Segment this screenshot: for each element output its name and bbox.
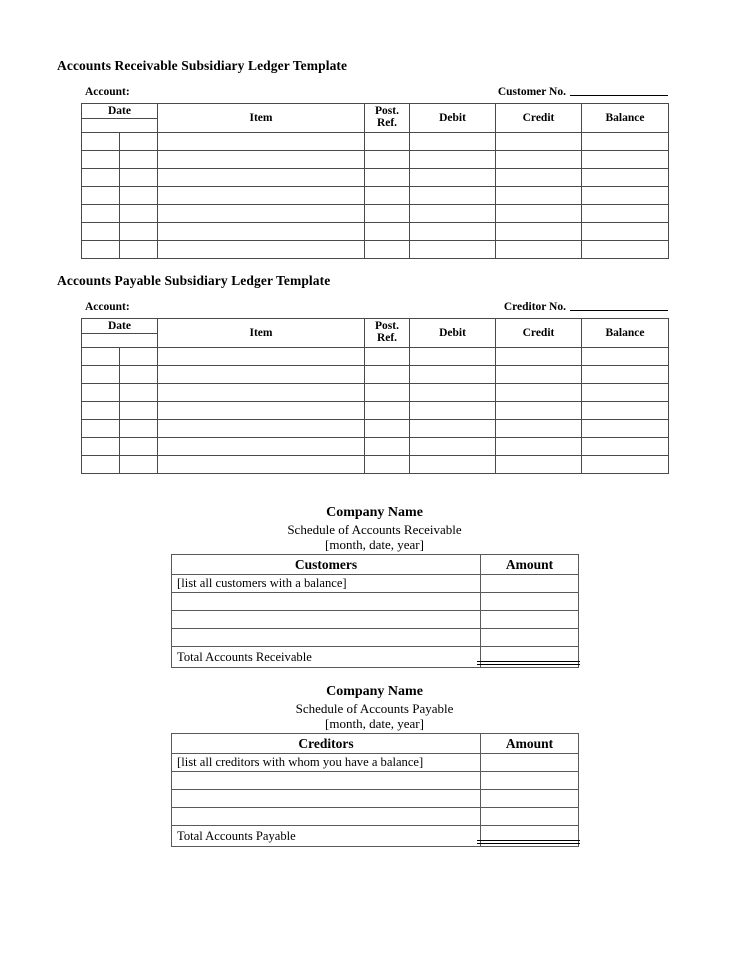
cell-debit[interactable] [410,223,496,241]
cell-credit[interactable] [496,366,582,384]
table-row[interactable] [82,402,669,420]
cell-debit[interactable] [410,187,496,205]
list-item[interactable] [172,611,579,629]
cell-post-ref[interactable] [365,241,410,259]
cell-post-ref[interactable] [365,348,410,366]
cell-debit[interactable] [410,348,496,366]
customer-placeholder-cell[interactable]: [list all customers with a balance] [172,575,481,593]
schedule-header-row [172,734,579,754]
table-row[interactable] [82,384,669,402]
list-item[interactable] [172,593,579,611]
creditor-no-label: Creditor No. [503,301,566,313]
cell-date-day[interactable] [120,456,158,474]
column-header-debit: Debit [410,319,496,348]
cell-credit[interactable] [496,205,582,223]
cell-debit[interactable] [410,420,496,438]
column-header-customers: Customers [172,555,481,575]
customer-no-label: Customer No. [497,86,566,98]
cell-credit[interactable] [496,169,582,187]
cell-amount[interactable] [481,611,579,629]
schedule-date-placeholder: [month, date, year] [325,536,424,552]
creditor-no-field [504,301,668,313]
cell-item[interactable] [158,420,365,438]
cell-amount[interactable] [481,772,579,790]
cell-date-day[interactable] [120,384,158,402]
cell-post-ref[interactable] [365,456,410,474]
cell-date-month[interactable] [82,223,120,241]
cell-amount[interactable] [481,808,579,826]
column-header-post-ref [365,319,410,348]
ledger-caption-payable [81,301,668,318]
cell-date-month[interactable] [82,402,120,420]
cell-customer[interactable] [172,629,481,647]
post-ref-line1: Post. [375,320,399,333]
table-row[interactable] [82,456,669,474]
table-row[interactable] [82,205,669,223]
cell-balance[interactable] [582,402,669,420]
cell-credit[interactable] [496,241,582,259]
cell-date-day[interactable] [120,241,158,259]
cell-item[interactable] [158,348,365,366]
cell-date-month[interactable] [82,384,120,402]
table-row[interactable] [82,420,669,438]
cell-balance[interactable] [582,133,669,151]
cell-item[interactable] [158,438,365,456]
list-item[interactable] [172,808,579,826]
cell-creditor[interactable] [172,772,481,790]
table-row[interactable] [82,169,669,187]
cell-credit[interactable] [496,151,582,169]
list-item[interactable] [172,575,579,593]
total-label-receivable: Total Accounts Receivable [172,647,481,668]
table-row[interactable] [82,366,669,384]
cell-post-ref[interactable] [365,187,410,205]
cell-post-ref[interactable] [365,223,410,241]
ledger-grid-payable [81,318,669,474]
cell-item[interactable] [158,456,365,474]
cell-balance[interactable] [582,169,669,187]
list-item[interactable] [172,754,579,772]
schedule-body-payable [172,754,579,847]
column-header-balance: Balance [582,319,669,348]
cell-debit[interactable] [410,205,496,223]
column-header-amount: Amount [481,734,579,754]
cell-post-ref[interactable] [365,366,410,384]
cell-balance[interactable] [582,384,669,402]
cell-amount[interactable] [481,629,579,647]
cell-item[interactable] [158,151,365,169]
cell-date-day[interactable] [120,205,158,223]
schedule-grid-receivable [171,554,579,668]
cell-post-ref[interactable] [365,169,410,187]
cell-post-ref[interactable] [365,438,410,456]
cell-balance[interactable] [582,241,669,259]
company-name: Company Name [326,505,423,520]
cell-balance[interactable] [582,151,669,169]
cell-amount[interactable] [481,754,579,772]
cell-debit[interactable] [410,366,496,384]
cell-date-day[interactable] [120,348,158,366]
column-header-date: Date [82,104,158,119]
cell-item[interactable] [158,205,365,223]
column-header-post-ref [365,104,410,133]
cell-debit[interactable] [410,438,496,456]
cell-date-day[interactable] [120,402,158,420]
account-label: Account: [85,86,130,98]
total-double-underline [477,840,580,844]
table-row[interactable] [82,348,669,366]
cell-amount[interactable] [481,593,579,611]
schedule-date-placeholder: [month, date, year] [325,715,424,731]
ledger-body-payable [82,348,669,474]
schedule-header-row [172,555,579,575]
cell-item[interactable] [158,169,365,187]
cell-amount[interactable] [481,575,579,593]
list-item[interactable] [172,790,579,808]
ledger-grid-receivable [81,103,669,259]
cell-date-month[interactable] [82,205,120,223]
customer-no-field [498,86,668,98]
column-header-amount: Amount [481,555,579,575]
cell-post-ref[interactable] [365,151,410,169]
cell-date-month[interactable] [82,348,120,366]
creditor-no-blank-rule[interactable] [570,310,668,311]
cell-balance[interactable] [582,438,669,456]
account-label: Account: [85,301,130,313]
cell-credit[interactable] [496,133,582,151]
cell-date-month[interactable] [82,169,120,187]
cell-date-month[interactable] [82,133,120,151]
table-row[interactable] [82,438,669,456]
customer-no-blank-rule[interactable] [570,95,668,96]
cell-balance[interactable] [582,366,669,384]
cell-date-day[interactable] [120,187,158,205]
cell-credit[interactable] [496,384,582,402]
company-name: Company Name [326,684,423,699]
cell-item[interactable] [158,384,365,402]
cell-item[interactable] [158,133,365,151]
cell-debit[interactable] [410,402,496,420]
cell-date-day[interactable] [120,151,158,169]
post-ref-line2: Ref. [376,117,398,129]
ledger-table-accounts-receivable [81,86,668,259]
list-item[interactable] [172,772,579,790]
cell-date-day[interactable] [120,366,158,384]
cell-date-day[interactable] [120,438,158,456]
column-header-credit: Credit [496,104,582,133]
cell-credit[interactable] [496,420,582,438]
column-header-creditors: Creditors [172,734,481,754]
ledger-header-row-top [82,104,669,119]
ledger-caption-receivable [81,86,668,103]
cell-balance[interactable] [582,187,669,205]
cell-balance[interactable] [582,456,669,474]
cell-credit[interactable] [496,187,582,205]
table-row[interactable] [82,187,669,205]
column-header-date-sub [82,119,158,133]
schedule-heading-receivable [171,505,578,552]
column-header-date-sub [82,334,158,348]
creditor-placeholder-cell[interactable]: [list all creditors with whom you have a balance] [172,754,481,772]
cell-post-ref[interactable] [365,420,410,438]
schedule-subtitle: Schedule of Accounts Payable [295,700,454,716]
total-double-underline [477,661,580,665]
page-title-accounts-payable: Accounts Payable Subsidiary Ledger Template [57,273,331,288]
cell-customer[interactable] [172,593,481,611]
cell-date-month[interactable] [82,187,120,205]
cell-debit[interactable] [410,151,496,169]
cell-debit[interactable] [410,384,496,402]
cell-item[interactable] [158,187,365,205]
table-row[interactable] [82,223,669,241]
cell-item[interactable] [158,223,365,241]
cell-date-day[interactable] [120,169,158,187]
cell-balance[interactable] [582,205,669,223]
schedule-subtitle: Schedule of Accounts Receivable [287,521,462,537]
cell-credit[interactable] [496,402,582,420]
cell-date-day[interactable] [120,223,158,241]
schedule-accounts-payable [171,684,578,847]
table-row[interactable] [82,151,669,169]
ledger-table-accounts-payable [81,301,668,474]
cell-credit[interactable] [496,223,582,241]
cell-debit[interactable] [410,133,496,151]
cell-date-month[interactable] [82,151,120,169]
cell-post-ref[interactable] [365,205,410,223]
cell-creditor[interactable] [172,790,481,808]
cell-credit[interactable] [496,456,582,474]
cell-item[interactable] [158,366,365,384]
cell-debit[interactable] [410,169,496,187]
cell-post-ref[interactable] [365,384,410,402]
post-ref-line2: Ref. [376,332,398,344]
cell-balance[interactable] [582,223,669,241]
column-header-item: Item [158,104,365,133]
column-header-item: Item [158,319,365,348]
table-row[interactable] [82,133,669,151]
list-item[interactable] [172,629,579,647]
cell-item[interactable] [158,402,365,420]
cell-date-month[interactable] [82,241,120,259]
cell-date-month[interactable] [82,438,120,456]
cell-post-ref[interactable] [365,402,410,420]
schedule-body-receivable [172,575,579,668]
schedule-grid-payable [171,733,579,847]
ledger-header-row-top [82,319,669,334]
page-title-accounts-receivable: Accounts Receivable Subsidiary Ledger Template [57,58,348,73]
column-header-debit: Debit [410,104,496,133]
cell-customer[interactable] [172,611,481,629]
cell-debit[interactable] [410,241,496,259]
ledger-body-receivable [82,133,669,259]
cell-amount[interactable] [481,790,579,808]
cell-date-month[interactable] [82,420,120,438]
post-ref-line1: Post. [375,105,399,118]
total-label-payable: Total Accounts Payable [172,826,481,847]
cell-item[interactable] [158,241,365,259]
cell-balance[interactable] [582,420,669,438]
cell-debit[interactable] [410,456,496,474]
column-header-balance: Balance [582,104,669,133]
cell-date-day[interactable] [120,133,158,151]
schedule-accounts-receivable [171,505,578,668]
column-header-date: Date [82,319,158,334]
cell-post-ref[interactable] [365,133,410,151]
cell-date-month[interactable] [82,366,120,384]
cell-date-day[interactable] [120,420,158,438]
cell-credit[interactable] [496,348,582,366]
cell-creditor[interactable] [172,808,481,826]
schedule-heading-payable [171,684,578,731]
table-row[interactable] [82,241,669,259]
column-header-credit: Credit [496,319,582,348]
cell-date-month[interactable] [82,456,120,474]
cell-balance[interactable] [582,348,669,366]
cell-credit[interactable] [496,438,582,456]
